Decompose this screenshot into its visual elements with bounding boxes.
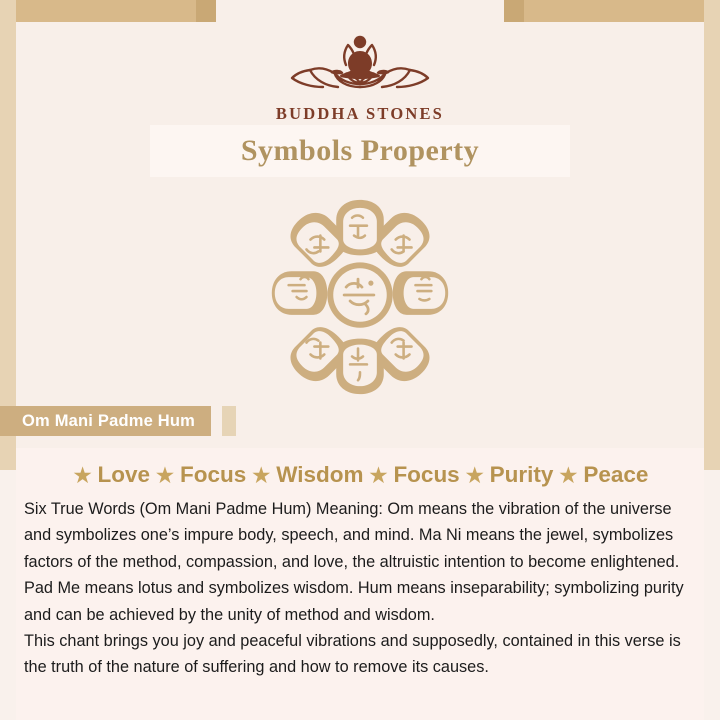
keyword-list (16, 448, 704, 488)
star-icon: ★ (156, 464, 174, 487)
frame-top-left-bar (0, 0, 215, 22)
keyword-purity: Purity (489, 462, 554, 487)
mandala-illustration (0, 188, 720, 406)
keyword-wisdom: Wisdom (276, 462, 364, 487)
keyword-peace: Peace (583, 462, 649, 487)
star-icon: ★ (369, 464, 388, 487)
title-bar (150, 125, 570, 177)
header-band (216, 0, 504, 22)
star-icon: ★ (73, 464, 92, 487)
frame-top-right-bar (505, 0, 720, 22)
star-icon: ★ (465, 464, 484, 487)
keyword-focus-1: Focus (179, 462, 247, 487)
tag-shadow (222, 406, 236, 436)
brand-logo (0, 26, 720, 124)
description-panel (16, 448, 704, 720)
description-paragraph-1: Six True Words (Om Mani Padme Hum) Meaning: Om means the vibration of the universe and symbolizes one’s impure body, speech, and mind. Ma Ni means the jewel, symbolizes factors of the method, compassion, and love, the altruistic intention to become enlightened. Pad Me means lotus and symbolizes wisdom. Hum means inseparability; symbolizing purity and can be achieved by the unity of method and wisdom. (24, 500, 684, 624)
lotus-meditation-figure-icon (285, 26, 435, 98)
description-paragraph-2: This chant brings you joy and peaceful vibrations and supposedly, contained in this verse is the truth of the nature of suffering and how to remove its causes. (24, 631, 681, 677)
keyword-love: Love (97, 462, 151, 487)
description-text (16, 488, 700, 681)
star-icon: ★ (252, 464, 271, 487)
keyword-focus-2: Focus (393, 462, 460, 487)
star-icon: ★ (559, 464, 578, 487)
om-mani-padme-hum-lotus-mandala-icon (240, 188, 480, 406)
mantra-tag (0, 406, 211, 436)
mantra-tag-label: Om Mani Padme Hum (22, 411, 196, 430)
brand-name: BUDDHA STONES (275, 104, 445, 123)
page-title: Symbols Property (240, 134, 480, 167)
